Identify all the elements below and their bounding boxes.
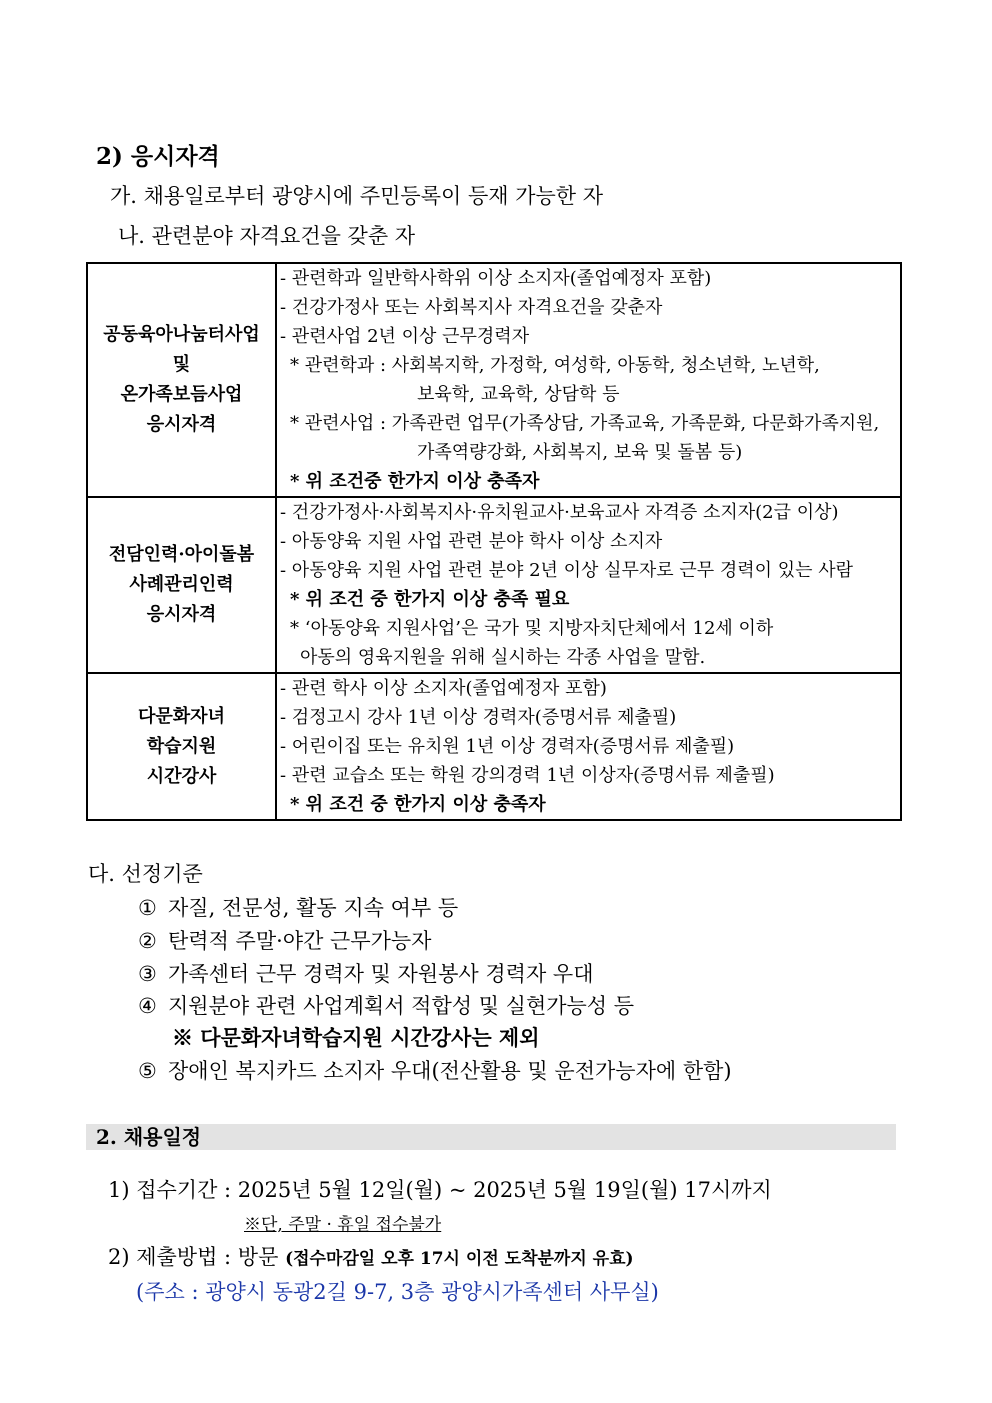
exclusion-note: ※ 다문화자녀학습지원 시간강사는 제외 — [172, 1025, 540, 1050]
list-item: * 위 조건 중 한가지 이상 충족자 — [290, 794, 546, 815]
schedule-heading: 2. 채용일정 — [86, 1124, 896, 1150]
list-item: - 관련 학사 이상 소지자(졸업예정자 포함) — [280, 678, 607, 699]
list-item: ⑤ 장애인 복지카드 소지자 우대(전산활용 및 운전가능자에 한함) — [138, 1059, 732, 1083]
list-item: - 건강가정사 또는 사회복지사 자격요건을 갖춘자 — [280, 297, 663, 318]
list-item: ④ 지원분야 관련 사업계획서 적합성 및 실현가능성 등 — [138, 994, 635, 1018]
table-row — [87, 497, 901, 673]
list-item: - 관련학과 일반학사학위 이상 소지자(졸업예정자 포함) — [280, 268, 712, 289]
submission-method: 2) 제출방법 : 방문 (접수마감일 오후 17시 이전 도착분까지 유효) — [108, 1245, 634, 1269]
list-item: 가족역량강화, 사회복지, 보육 및 돌봄 등) — [417, 442, 743, 463]
row-content — [276, 263, 901, 497]
list-item: 보육학, 교육학, 상담학 등 — [417, 384, 620, 405]
list-item: * 관련사업 : 가족관련 업무(가족상담, 가족교육, 가족문화, 다문화가족지원, — [290, 413, 880, 434]
list-item: * 위 조건중 한가지 이상 충족자 — [290, 471, 540, 492]
row-content — [276, 673, 901, 820]
list-item: - 관련사업 2년 이상 근무경력자 — [280, 326, 530, 347]
qualification-na: 나. 관련분야 자격요건을 갖춘 자 — [118, 224, 416, 248]
list-item: - 아동양육 지원 사업 관련 분야 2년 이상 실무자로 근무 경력이 있는 사람 — [280, 560, 854, 581]
list-item: * ‘아동양육 지원사업’은 국가 및 지방자치단체에서 12세 이하 — [290, 618, 774, 639]
qualification-ga: 가. 채용일로부터 광양시에 주민등록이 등재 가능한 자 — [110, 184, 604, 208]
list-item: - 아동양육 지원 사업 관련 분야 학사 이상 소지자 — [280, 531, 663, 552]
list-item: - 관련 교습소 또는 학원 강의경력 1년 이상자(증명서류 제출필) — [280, 765, 775, 786]
row-content — [276, 497, 901, 673]
list-item: ① 자질, 전문성, 활동 지속 여부 등 — [138, 896, 459, 920]
list-item: - 건강가정사·사회복지사·유치원교사·보육교사 자격증 소지자(2급 이상) — [280, 502, 839, 523]
table-row — [87, 673, 901, 820]
row-label: 공동육아나눔터사업 및 온가족보듬사업 응시자격 — [87, 263, 276, 497]
list-item: - 어린이집 또는 유치원 1년 이상 경력자(증명서류 제출필) — [280, 736, 735, 757]
address: (주소 : 광양시 동광2길 9-7, 3층 광양시가족센터 사무실) — [136, 1280, 659, 1304]
list-item: ③ 가족센터 근무 경력자 및 자원봉사 경력자 우대 — [138, 962, 594, 986]
qualification-table — [86, 262, 902, 821]
criteria-title: 다. 선정기준 — [88, 862, 203, 886]
application-period: 1) 접수기간 : 2025년 5월 12일(월) ~ 2025년 5월 19일(월) 17시까지 — [108, 1178, 772, 1202]
period-note: ※단, 주말 · 휴일 접수불가 — [244, 1215, 442, 1235]
list-item: - 검정고시 강사 1년 이상 경력자(증명서류 제출필) — [280, 707, 677, 728]
row-label: 다문화자녀 학습지원 시간강사 — [87, 673, 276, 820]
list-item: * 위 조건 중 한가지 이상 충족 필요 — [290, 589, 570, 610]
list-item: * 관련학과 : 사회복지학, 가정학, 여성학, 아동학, 청소년학, 노년학, — [290, 355, 820, 376]
list-item: 아동의 영육지원을 위해 실시하는 각종 사업을 말함. — [300, 647, 706, 668]
section-heading: 2) 응시자격 — [96, 143, 220, 170]
row-label: 전담인력·아이돌봄 사례관리인력 응시자격 — [87, 497, 276, 673]
table-row — [87, 263, 901, 497]
list-item: ② 탄력적 주말·야간 근무가능자 — [138, 929, 432, 953]
